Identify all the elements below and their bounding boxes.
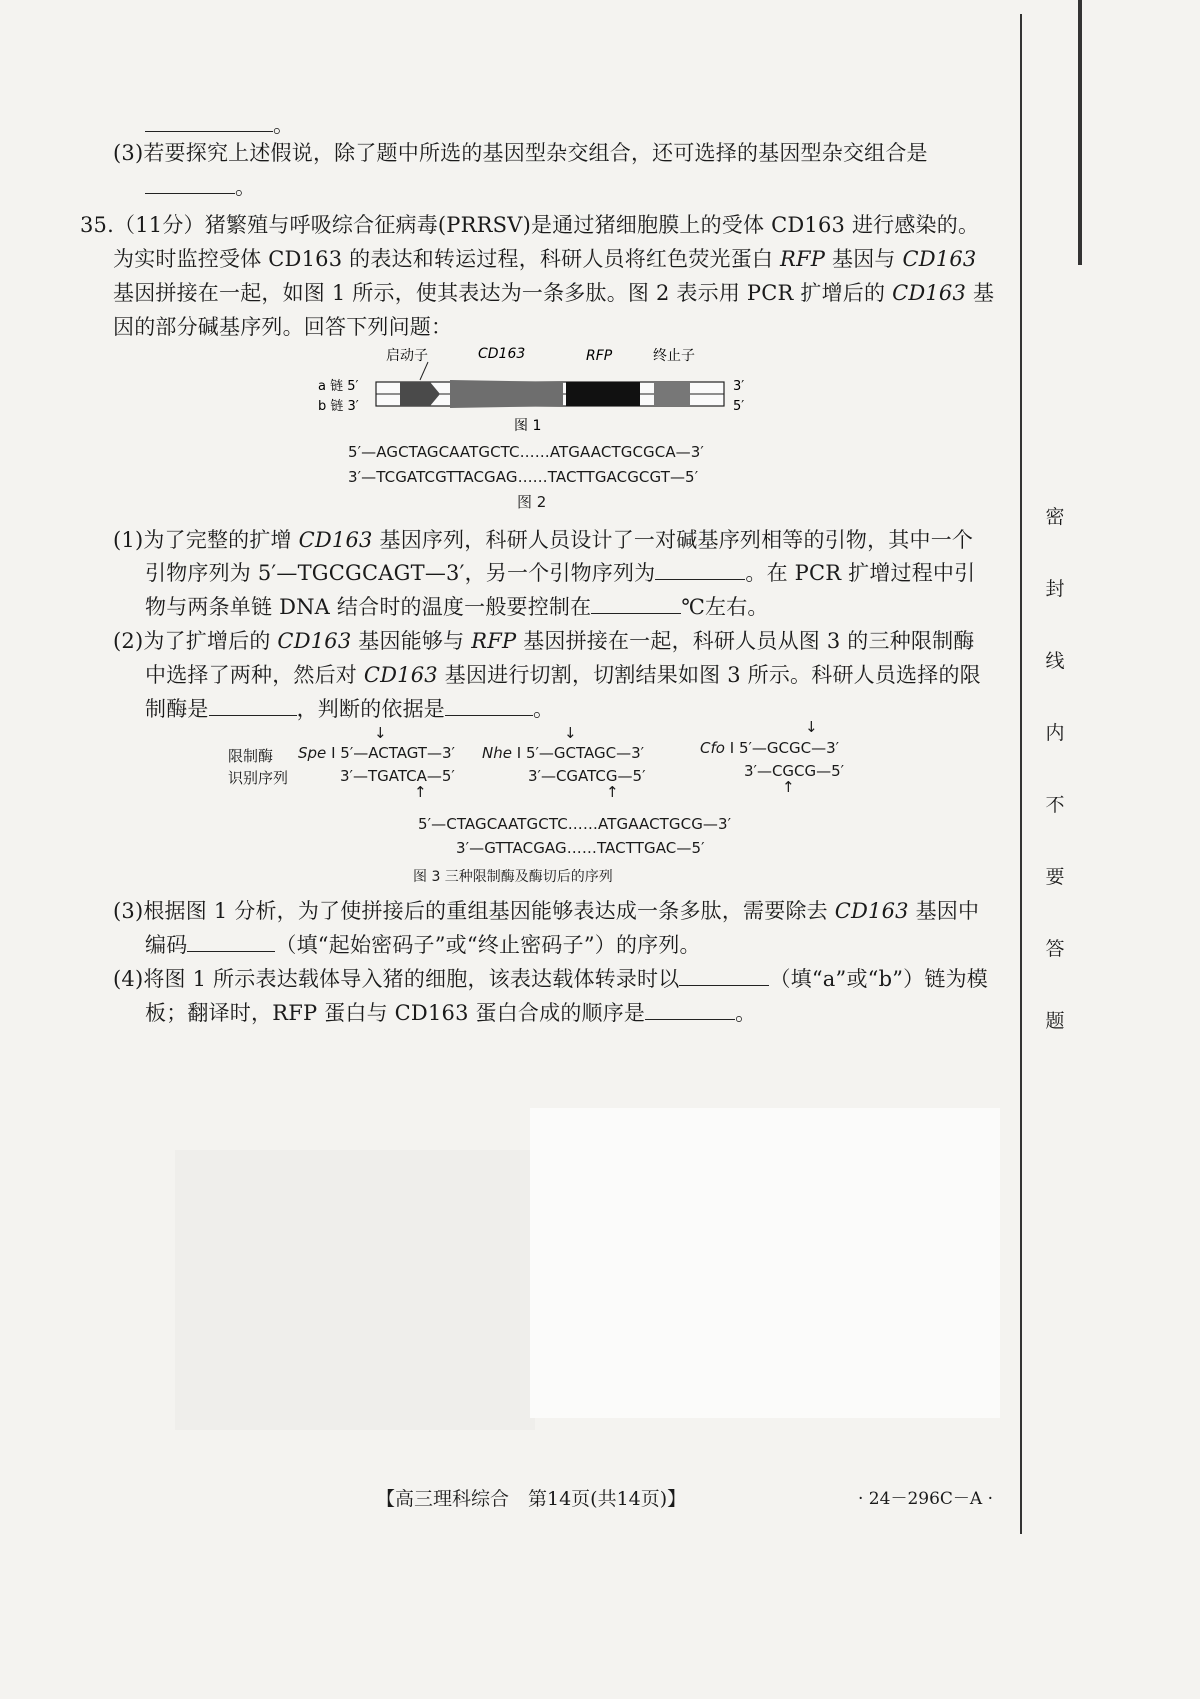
- q35-3-cont: 编码 （填“起始密码子”或“终止密码子”）的序列。: [145, 933, 701, 957]
- q35-2-cont2: 制酶是 ，判断的依据是 。: [145, 697, 555, 721]
- fig2-top-strand: 5′—AGCTAGCAATGCTC……ATGAACTGCGCA—3′: [348, 443, 704, 461]
- b-strand-label: b 链 3′: [318, 399, 359, 414]
- seal-char: 不: [1045, 794, 1065, 816]
- q35-2: (2)为了扩增后的 CD163 基因能够与 RFP 基因拼接在一起，科研人员从图 3 的三种限制酶: [113, 629, 975, 653]
- blank-answer-area: [530, 1108, 1000, 1418]
- figure-1-caption: 图 1: [514, 418, 542, 434]
- nhe-enzyme: Nhe Ⅰ 5′—GCTAGC—3′: [482, 744, 645, 762]
- nhe-bottom: 3′—CGATCG—5′: [528, 767, 646, 785]
- q35-1-cont: 引物序列为 5′—TGCGCAGT—3′，另一个引物序列为 。在 PCR 扩增过程中引: [145, 561, 976, 585]
- seal-notice: [1040, 505, 1070, 1081]
- q35-1-cont2: 物与两条单链 DNA 结合时的温度一般要控制在 ℃左右。: [145, 595, 769, 619]
- answer-blank-order[interactable]: [645, 1001, 735, 1020]
- seal-char: 封: [1045, 578, 1065, 600]
- seal-char: 内: [1045, 722, 1065, 744]
- answer-blank-strand[interactable]: [679, 967, 769, 986]
- seal-char: 密: [1045, 506, 1065, 528]
- terminator-block: [654, 382, 690, 406]
- cfo-cut-arrow-up: ↑: [782, 778, 795, 796]
- a-strand-label: a 链 5′: [318, 379, 359, 394]
- q35-line3: 基因拼接在一起，如图 1 所示，使其表达为一条多肽。图 2 表示用 PCR 扩增后的 CD163 基: [113, 281, 995, 305]
- cfo-cut-arrow-down: ↓: [805, 718, 818, 736]
- seal-char: 线: [1045, 650, 1065, 672]
- seal-char: 题: [1045, 1010, 1065, 1032]
- promoter-label: 启动子: [386, 348, 428, 364]
- nhe-cut-arrow-down: ↓: [564, 724, 577, 742]
- gene-construct-diagram: [318, 340, 758, 435]
- q34-3: (3)若要探究上述假说，除了题中所选的基因型杂交组合，还可选择的基因型杂交组合是: [113, 141, 928, 165]
- answer-blank-codon[interactable]: [187, 933, 275, 952]
- fig3-label-enzyme: 限制酶: [228, 747, 274, 765]
- page-footer: 【高三理科综合 第14页(共14页)】: [376, 1488, 687, 1510]
- spe-bottom: 3′—TGATCA—5′: [340, 767, 455, 785]
- fig3-cut-bottom: 3′—GTTACGAG……TACTTGAC—5′: [456, 839, 705, 857]
- cfo-enzyme: Cfo Ⅰ 5′—GCGC—3′: [700, 739, 840, 757]
- terminator-label: 终止子: [653, 348, 695, 364]
- cd163-label: CD163: [478, 346, 526, 362]
- nhe-cut-arrow-up: ↑: [606, 783, 619, 801]
- exam-code: · 24－296C－A ·: [858, 1489, 993, 1509]
- cd163-block: [450, 380, 563, 408]
- fig3-cut-top: 5′—CTAGCAATGCTC……ATGAACTGCG—3′: [418, 815, 732, 833]
- rfp-label: RFP: [586, 348, 613, 364]
- q35-2-cont: 中选择了两种，然后对 CD163 基因进行切割，切割结果如图 3 所示。科研人员选择的限: [145, 663, 981, 687]
- answer-blank[interactable]: [145, 175, 235, 194]
- fig3-label-site: 识别序列: [228, 769, 289, 787]
- a-end-label: 3′: [733, 379, 745, 394]
- q35-4: (4)将图 1 所示表达载体导入猪的细胞，该表达载体转录时以 （填“a”或“b”）链为模: [113, 967, 988, 991]
- fig2-bottom-strand: 3′—TCGATCGTTACGAG……TACTTGACGCGT—5′: [348, 468, 699, 486]
- rfp-block: [566, 382, 640, 406]
- spe-cut-arrow-down: ↓: [374, 724, 387, 742]
- figure-1: [318, 340, 758, 435]
- seal-char: 答: [1045, 938, 1065, 960]
- q34-2-tail: 。: [145, 110, 294, 140]
- q35-3: (3)根据图 1 分析，为了使拼接后的重组基因能够表达成一条多肽，需要除去 CD163 基因中: [113, 899, 980, 923]
- q35-line4: 因的部分碱基序列。回答下列问题：: [113, 315, 453, 339]
- q35-head: 35.（11分）猪繁殖与呼吸综合征病毒(PRRSV)是通过猪细胞膜上的受体 CD163 进行感染的。: [80, 213, 980, 237]
- answer-blank-enzyme[interactable]: [209, 697, 297, 716]
- q34-3-cont: 。: [145, 172, 256, 202]
- scan-shadow: [175, 1150, 535, 1430]
- seal-char: 要: [1045, 866, 1065, 888]
- spe-enzyme: Spe Ⅰ 5′—ACTAGT—3′: [298, 744, 455, 762]
- spe-cut-arrow-up: ↑: [414, 783, 427, 801]
- binding-mark: [1078, 0, 1082, 265]
- q35-1: (1)为了完整的扩增 CD163 基因序列，科研人员设计了一对碱基序列相等的引物，其中一个: [113, 528, 974, 552]
- b-end-label: 5′: [733, 399, 745, 414]
- answer-blank[interactable]: [145, 113, 273, 132]
- figure-2-caption: 图 2: [517, 493, 547, 511]
- cfo-bottom: 3′—CGCG—5′: [744, 762, 845, 780]
- q35-4-cont: 板；翻译时，RFP 蛋白与 CD163 蛋白合成的顺序是 。: [145, 1001, 757, 1025]
- answer-blank-reason[interactable]: [445, 697, 533, 716]
- answer-blank-temperature[interactable]: [591, 595, 681, 614]
- q35-line2: 为实时监控受体 CD163 的表达和转运过程，科研人员将红色荧光蛋白 RFP 基因与 CD163: [113, 247, 977, 271]
- figure-3-caption: 图 3 三种限制酶及酶切后的序列: [413, 869, 613, 885]
- answer-blank-primer[interactable]: [655, 561, 745, 580]
